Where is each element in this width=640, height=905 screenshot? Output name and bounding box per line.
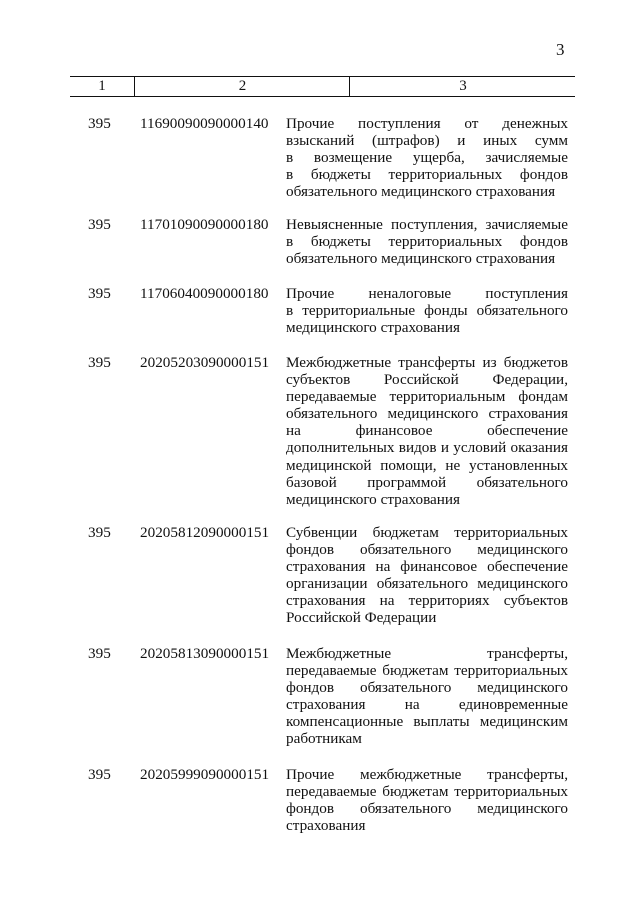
description-line: в бюджеты территориальных фондов	[286, 166, 568, 184]
admin-code: 395	[88, 524, 111, 541]
description-line: в возмещение ущерба, зачисляемые	[286, 149, 568, 167]
description-line: фондов обязательного медицинского	[286, 800, 568, 818]
page-number: 3	[556, 40, 565, 59]
budget-classification-code: 20205812090000151	[140, 524, 270, 541]
description-line: передаваемые бюджетам территориальных	[286, 662, 568, 680]
description-line: передаваемые бюджетам территориальных	[286, 783, 568, 801]
description-line: обязательного медицинского страхования	[286, 405, 568, 423]
revenue-description	[286, 524, 568, 627]
description-line: организации обязательного медицинского	[286, 575, 568, 593]
admin-code: 395	[88, 216, 111, 233]
description-line: страхования	[286, 817, 366, 835]
description-line: в бюджеты территориальных фондов	[286, 233, 568, 251]
description-line: Прочие поступления от денежных	[286, 115, 568, 132]
revenue-description	[286, 216, 568, 267]
description-line: компенсационные выплаты медицинским	[286, 713, 568, 731]
description-line: Невыясненные поступления, зачисляемые	[286, 216, 568, 233]
budget-classification-code: 20205203090000151	[140, 354, 270, 371]
description-line: работникам	[286, 730, 362, 748]
description-line: страхования на единовременные	[286, 696, 568, 714]
description-line: базовой программой обязательного	[286, 473, 568, 491]
description-line: страхования на финансовое обеспечение	[286, 558, 568, 576]
description-line: страхования на территориях субъектов	[286, 592, 568, 610]
description-line: медицинской помощи, не установленных	[286, 456, 568, 474]
description-line: медицинского страхования	[286, 490, 461, 508]
revenue-description	[286, 354, 568, 508]
admin-code: 395	[88, 285, 111, 302]
budget-classification-code: 11701090090000180	[140, 216, 269, 233]
budget-classification-code: 20205999090000151	[140, 766, 270, 783]
revenue-description	[286, 285, 568, 336]
description-line: обязательного медицинского страхования	[286, 183, 556, 201]
revenue-description	[286, 645, 568, 748]
description-line: обязательного медицинского страхования	[286, 250, 556, 268]
description-line: дополнительных видов и условий оказания	[286, 439, 568, 457]
revenue-description	[286, 766, 568, 834]
description-line: на финансовое обеспечение	[286, 422, 568, 440]
description-line: Межбюджетные трансферты из бюджетов	[286, 354, 568, 371]
description-line: медицинского страхования	[286, 319, 461, 337]
description-line: взысканий (штрафов) и иных сумм	[286, 132, 568, 150]
budget-classification-code: 11690090090000140	[140, 115, 269, 132]
header-col-1: 1	[98, 78, 106, 94]
description-line: Прочие межбюджетные трансферты,	[286, 766, 568, 783]
budget-classification-code: 11706040090000180	[140, 285, 269, 302]
description-line: передаваемые территориальным фондам	[286, 388, 568, 406]
description-line: субъектов Российской Федерации,	[286, 371, 568, 389]
header-col-3: 3	[349, 77, 576, 96]
description-line: фондов обязательного медицинского	[286, 541, 568, 559]
description-line: в территориальные фонды обязательного	[286, 302, 568, 320]
admin-code: 395	[88, 645, 111, 662]
admin-code: 395	[88, 115, 111, 132]
header-col-2: 2	[134, 77, 350, 96]
table-header	[70, 76, 575, 97]
revenue-description	[286, 115, 568, 200]
description-line: Межбюджетные трансферты,	[286, 645, 568, 662]
budget-classification-code: 20205813090000151	[140, 645, 270, 662]
admin-code: 395	[88, 766, 111, 783]
description-line: Российской Федерации	[286, 609, 437, 627]
admin-code: 395	[88, 354, 111, 371]
description-line: фондов обязательного медицинского	[286, 679, 568, 697]
description-line: Субвенции бюджетам территориальных	[286, 524, 568, 541]
description-line: Прочие неналоговые поступления	[286, 285, 568, 302]
